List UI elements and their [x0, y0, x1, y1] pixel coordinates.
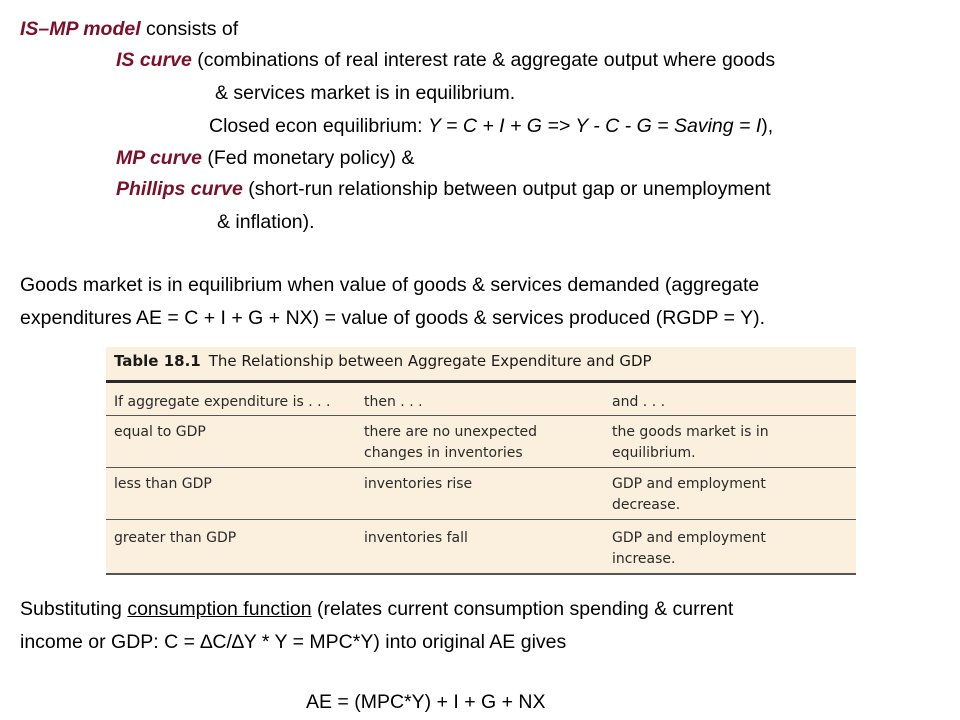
- is-curve-term: IS curve: [116, 49, 192, 71]
- table-header-2: then . . .: [364, 394, 423, 410]
- line-is-curve-cont: & services market is in equilibrium.: [215, 82, 516, 104]
- phillips-curve-term: Phillips curve: [116, 178, 243, 200]
- table-header-1: If aggregate expenditure is . . .: [114, 394, 331, 410]
- table-cell: changes in inventories: [364, 445, 523, 461]
- line-substituting-2: income or GDP: C = ∆C/∆Y * Y = MPC*Y) into original AE gives: [20, 631, 567, 653]
- table-row-rule: [106, 519, 856, 520]
- table-cell: less than GDP: [114, 476, 212, 492]
- mp-curve-term: MP curve: [116, 147, 202, 169]
- table-top-rule: [106, 380, 856, 383]
- table-caption: [114, 349, 652, 373]
- table-title: The Relationship between Aggregate Expenditure and GDP: [208, 352, 652, 370]
- line-goods-market-1: Goods market is in equilibrium when value of goods & services demanded (aggregate: [20, 274, 760, 296]
- table-cell: there are no unexpected: [364, 424, 538, 440]
- is-mp-model-term: IS–MP model: [20, 18, 141, 40]
- line-is-curve: IS curve (combinations of real interest rate & aggregate output where goods: [116, 49, 776, 71]
- table-header-rule: [106, 415, 856, 416]
- table-18-1: [106, 347, 856, 575]
- line-closed-econ: Closed econ equilibrium: Y = C + I + G => Y - C - G = Saving = I),: [209, 115, 774, 137]
- line-mp-curve: MP curve (Fed monetary policy) &: [116, 147, 415, 169]
- closed-econ-equation: Y = C + I + G => Y - C - G = Saving = I: [427, 115, 762, 137]
- line-phillips-curve: Phillips curve (short-run relationship between output gap or unemployment: [116, 178, 771, 200]
- table-cell: inventories rise: [364, 476, 473, 492]
- table-cell: GDP and employment: [612, 476, 766, 492]
- line-phillips-cont: & inflation).: [217, 211, 315, 233]
- final-ae-equation: AE = (MPC*Y) + I + G + NX: [306, 691, 546, 713]
- table-label: Table 18.1: [114, 352, 201, 370]
- table-cell: increase.: [612, 551, 676, 567]
- table-cell: equal to GDP: [114, 424, 206, 440]
- table-cell: the goods market is in: [612, 424, 769, 440]
- table-bottom-rule: [106, 573, 856, 575]
- line-model-intro: IS–MP model consists of: [20, 18, 239, 40]
- table-cell: inventories fall: [364, 530, 468, 546]
- table-cell: greater than GDP: [114, 530, 237, 546]
- consumption-function-term: consumption function: [127, 598, 312, 620]
- line-goods-market-2: expenditures AE = C + I + G + NX) = value of goods & services produced (RGDP = Y).: [20, 307, 765, 329]
- table-cell: decrease.: [612, 497, 681, 513]
- table-header-3: and . . .: [612, 394, 666, 410]
- table-cell: GDP and employment: [612, 530, 766, 546]
- table-cell: equilibrium.: [612, 445, 696, 461]
- line-substituting-1: Substituting consumption function (relates current consumption spending & current: [20, 598, 734, 620]
- table-row-rule: [106, 467, 856, 468]
